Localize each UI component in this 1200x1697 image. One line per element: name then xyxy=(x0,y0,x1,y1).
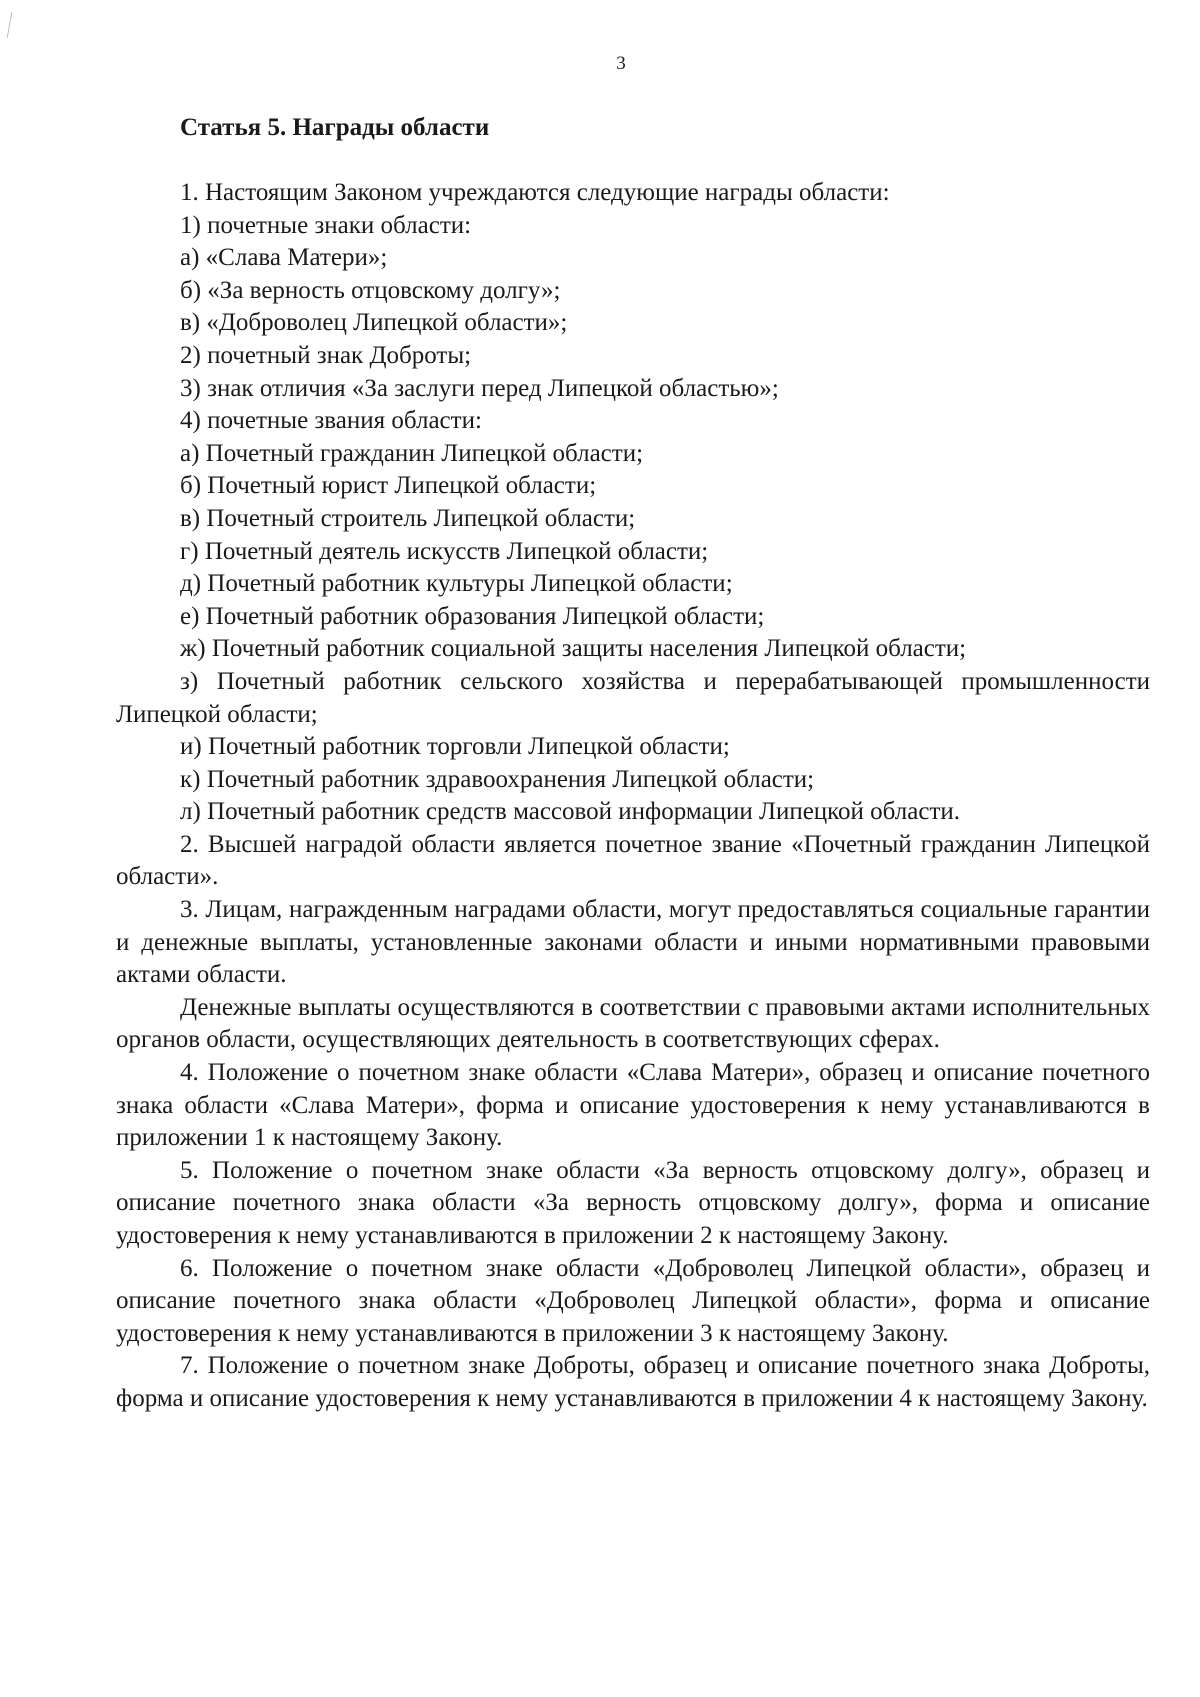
list-item-4z: з) Почетный работник сельского хозяйства и перерабатывающей промышленности Липецкой области; xyxy=(116,667,1150,728)
article-title: Статья 5. Награды области xyxy=(180,114,490,141)
paragraph-1: 1. Настоящим Законом учреждаются следующие награды области: xyxy=(180,179,890,206)
paragraph-3-payments: Денежные выплаты осуществляются в соответствии с правовыми актами исполнительных органов области, осуществляющих деятельность в соответствующих сферах. xyxy=(116,993,1150,1054)
list-item-4v: в) Почетный строитель Липецкой области; xyxy=(180,504,636,532)
paragraph-7: 7. Положение о почетном знаке Доброты, образец и описание почетного знака Доброты, форма и описание удостоверения к нему устанавливаются в приложении 4 к настоящему Закону. xyxy=(116,1352,1150,1412)
list-item-4e: е) Почетный работник образования Липецкой области; xyxy=(180,602,765,630)
page-number: 3 xyxy=(616,53,626,74)
list-item-1b: б) «За верность отцовскому долгу»; xyxy=(180,276,561,304)
list-item-4l: л) Почетный работник средств массовой информации Липецкой области. xyxy=(180,798,961,826)
article-body xyxy=(116,177,1150,1416)
list-item-4a: а) Почетный гражданин Липецкой области; xyxy=(180,439,644,467)
list-item-4g: г) Почетный деятель искусств Липецкой области; xyxy=(180,537,709,565)
paragraph-4: 4. Положение о почетном знаке области «Слава Матери», образец и описание почетного знака области «Слава Матери», форма и описание удостоверения к нему устанавливаются в приложении 1 к настоящему Закону. xyxy=(116,1059,1150,1152)
list-item-4b: б) Почетный юрист Липецкой области; xyxy=(180,472,597,500)
list-item-1: 1) почетные знаки области: xyxy=(180,211,472,239)
list-item-4k: к) Почетный работник здравоохранения Липецкой области; xyxy=(180,765,815,793)
list-item-1a: а) «Слава Матери»; xyxy=(180,244,388,272)
list-item-4d: д) Почетный работник культуры Липецкой области; xyxy=(180,570,733,598)
list-item-4: 4) почетные звания области: xyxy=(180,407,482,435)
list-item-1c: в) «Доброволец Липецкой области»; xyxy=(180,309,568,337)
paragraph-2: 2. Высшей наградой области является почетное звание «Почетный гражданин Липецкой области». xyxy=(116,830,1150,891)
list-item-2: 2) почетный знак Доброты; xyxy=(180,341,472,369)
paragraph-5: 5. Положение о почетном знаке области «За верность отцовскому долгу», образец и описание почетного знака области «За верность отцовскому долгу», форма и описание удостоверения к нему устанавливаются в приложении 2 к настоящему Закону. xyxy=(116,1156,1150,1249)
scan-mark xyxy=(7,12,12,38)
paragraph-6: 6. Положение о почетном знаке области «Доброволец Липецкой области», образец и описание почетного знака области «Доброволец Липецкой области», форма и описание удостоверения к нему устанавливаются в приложении 3 к настоящему Закону. xyxy=(116,1254,1150,1347)
list-item-4zh: ж) Почетный работник социальной защиты населения Липецкой области; xyxy=(180,635,967,663)
list-item-3: 3) знак отличия «За заслуги перед Липецкой областью»; xyxy=(180,374,779,402)
paragraph-3: 3. Лицам, награжденным наградами области, могут предоставляться социальные гарантии и денежные выплаты, установленные законами области и иными нормативными правовыми актами области. xyxy=(116,896,1150,989)
list-item-4i: и) Почетный работник торговли Липецкой области; xyxy=(180,733,730,761)
